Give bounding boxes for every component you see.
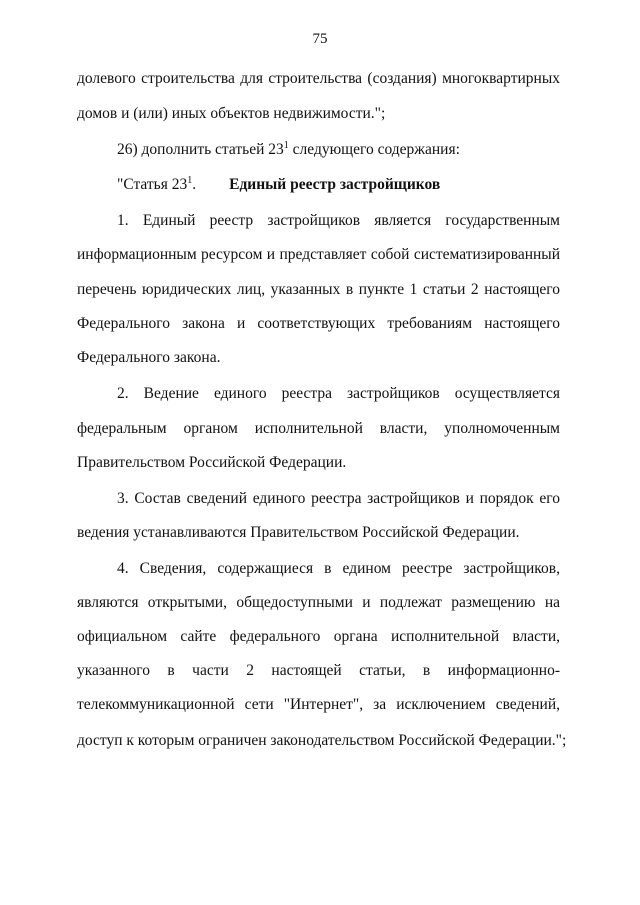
- text-line: ведения устанавливаются Правительством Российской Федерации.: [77, 524, 520, 541]
- text-line: доступ к которым ограничен законодательством Российской Федерации.";: [77, 732, 567, 749]
- superscript: 1: [283, 140, 289, 151]
- text-line: 4. Сведения, содержащиеся в едином реестре застройщиков,: [117, 560, 560, 577]
- text-line: являются открытыми, общедоступными и подлежат размещению на: [77, 594, 560, 611]
- text-line: Федерального закона и соответствующих требованиям настоящего: [77, 315, 560, 332]
- text-line: федеральным органом исполнительной власти, уполномоченным: [77, 420, 560, 437]
- text-line: 1. Единый реестр застройщиков является государственным: [117, 212, 560, 229]
- amendment-text: 26) дополнить статьей 23: [117, 141, 284, 158]
- amendment-text-end: следующего содержания:: [288, 141, 460, 158]
- text-line: Федерального закона.: [77, 349, 221, 366]
- article-label: "Статья 23: [117, 176, 188, 193]
- amendment-line: [117, 140, 560, 160]
- text-line: 2. Ведение единого реестра застройщиков осуществляется: [117, 385, 560, 402]
- article-heading: [117, 175, 560, 195]
- article-label-dot: .: [192, 176, 197, 193]
- text-line: перечень юридических лиц, указанных в пункте 1 статьи 2 настоящего: [77, 281, 560, 298]
- text-line: домов и (или) иных объектов недвижимости.";: [77, 105, 386, 122]
- text-line: Правительством Российской Федерации.: [77, 454, 347, 471]
- article-title: Единый реестр застройщиков: [229, 176, 441, 193]
- text-line: телекоммуникационной сети "Интернет", за исключением сведений,: [77, 696, 560, 713]
- text-line: долевого строительства для строительства (создания) многоквартирных: [77, 70, 560, 87]
- superscript: 1: [187, 175, 193, 186]
- page-number: 75: [312, 31, 328, 47]
- text-line: информационным ресурсом и представляет собой систематизированный: [77, 246, 560, 263]
- text-line: указанного в части 2 настоящей статьи, в информационно-: [77, 662, 560, 679]
- text-line: 3. Состав сведений единого реестра застройщиков и порядок его: [117, 490, 560, 507]
- text-line: официальном сайте федерального органа исполнительной власти,: [77, 628, 560, 645]
